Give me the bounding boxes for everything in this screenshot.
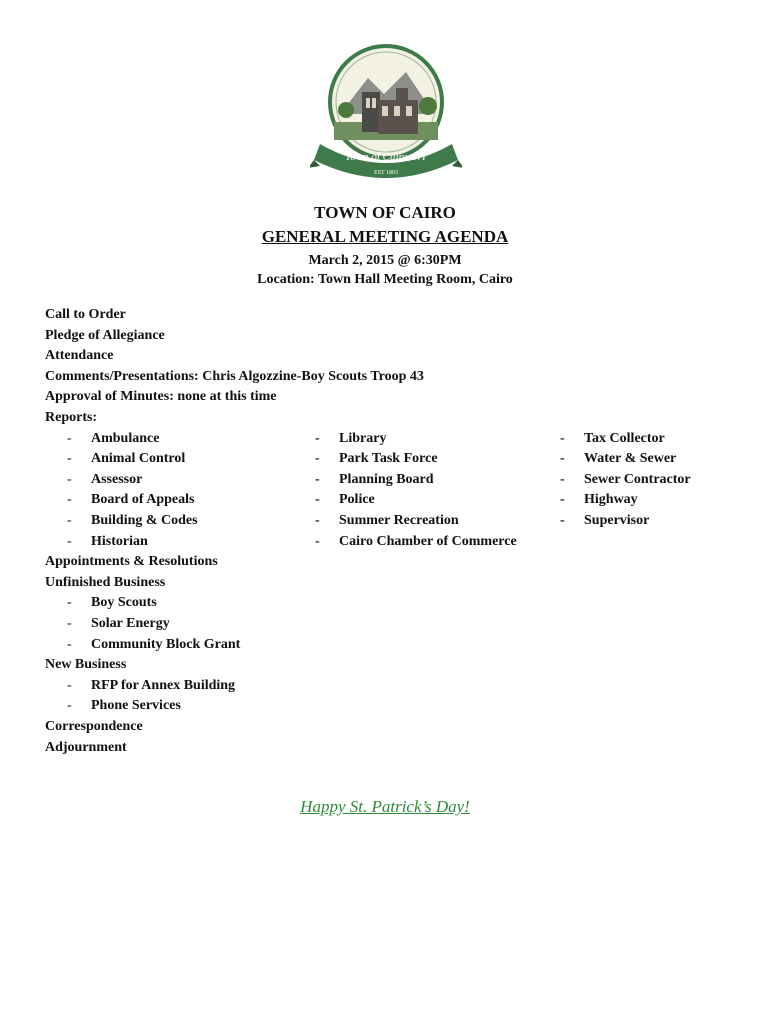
unfinished-item-label: Boy Scouts: [91, 595, 157, 611]
seal-lettering: Town of Cairo, NY: [345, 151, 427, 163]
meeting-date: March 2, 2015 @ 6:30PM: [308, 253, 462, 268]
unfinished-item-label: Solar Energy: [91, 615, 170, 631]
list-dash: -: [67, 512, 72, 528]
agenda-pledge: Pledge of Allegiance: [45, 327, 165, 343]
agenda-approval: Approval of Minutes: none at this time: [45, 389, 277, 405]
list-dash: -: [315, 430, 320, 446]
list-dash: -: [67, 430, 72, 446]
agenda-call-to-order: Call to Order: [45, 307, 126, 322]
list-dash: -: [67, 451, 72, 467]
report-label: Animal Control: [91, 451, 186, 467]
report-label: Highway: [584, 492, 638, 508]
new-item-label: RFP for Annex Building: [91, 677, 236, 693]
report-label: Library: [339, 430, 387, 446]
list-dash: -: [315, 492, 320, 508]
agenda-comments: Comments/Presentations: Chris Algozzine-Boy Scouts Troop 43: [45, 368, 424, 384]
report-label: Park Task Force: [339, 451, 438, 467]
meeting-location: Location: Town Hall Meeting Room, Cairo: [257, 272, 513, 287]
town-seal-logo: [310, 44, 462, 186]
report-label: Tax Collector: [584, 430, 665, 446]
report-label: Assessor: [91, 471, 143, 487]
agenda-attendance: Attendance: [45, 348, 114, 364]
report-label: Cairo Chamber of Commerce: [339, 533, 517, 549]
report-label: Historian: [91, 533, 148, 549]
agenda-list: [45, 305, 745, 758]
report-label: Board of Appeals: [91, 492, 195, 508]
list-dash: -: [67, 471, 72, 487]
agenda-unfinished-heading: Unfinished Business: [45, 574, 166, 590]
report-label: Ambulance: [91, 430, 160, 446]
report-label: Summer Recreation: [339, 512, 459, 528]
list-dash: -: [560, 451, 565, 467]
page-title: TOWN OF CAIRO: [314, 203, 456, 222]
agenda-correspondence: Correspondence: [45, 718, 143, 734]
list-dash: -: [67, 533, 72, 549]
agenda-adjournment: Adjournment: [45, 739, 127, 755]
new-item-label: Phone Services: [91, 698, 181, 714]
list-dash: -: [560, 512, 565, 528]
list-item: [45, 614, 745, 635]
agenda-appointments: Appointments & Resolutions: [45, 554, 218, 570]
list-dash: -: [67, 698, 72, 714]
list-dash: -: [67, 492, 72, 508]
list-item: [45, 676, 745, 697]
report-label: Water & Sewer: [584, 451, 677, 467]
list-dash: -: [315, 471, 320, 487]
list-dash: -: [560, 471, 565, 487]
agenda-reports-heading: Reports:: [45, 409, 98, 425]
report-label: Supervisor: [584, 512, 650, 528]
agenda-subtitle: GENERAL MEETING AGENDA: [261, 227, 509, 246]
seal-year: EST 1803: [373, 170, 399, 176]
list-dash: -: [315, 451, 320, 467]
agenda-new-business-heading: New Business: [45, 657, 127, 673]
report-label: Planning Board: [339, 471, 434, 487]
report-label: Sewer Contractor: [584, 471, 691, 487]
report-label: Building & Codes: [91, 512, 198, 528]
list-dash: -: [67, 615, 72, 631]
list-item: [45, 593, 745, 614]
list-dash: -: [560, 430, 565, 446]
unfinished-item-label: Community Block Grant: [91, 636, 241, 652]
list-item: [45, 635, 745, 656]
list-dash: -: [67, 595, 72, 611]
list-dash: -: [67, 677, 72, 693]
list-item: [45, 696, 745, 717]
list-dash: -: [315, 512, 320, 528]
list-dash: -: [560, 492, 565, 508]
list-dash: -: [315, 533, 320, 549]
list-dash: -: [67, 636, 72, 652]
closing-greeting: Happy St. Patrick’s Day!: [300, 797, 470, 816]
reports-grid: [45, 429, 745, 553]
report-label: Police: [339, 492, 375, 508]
